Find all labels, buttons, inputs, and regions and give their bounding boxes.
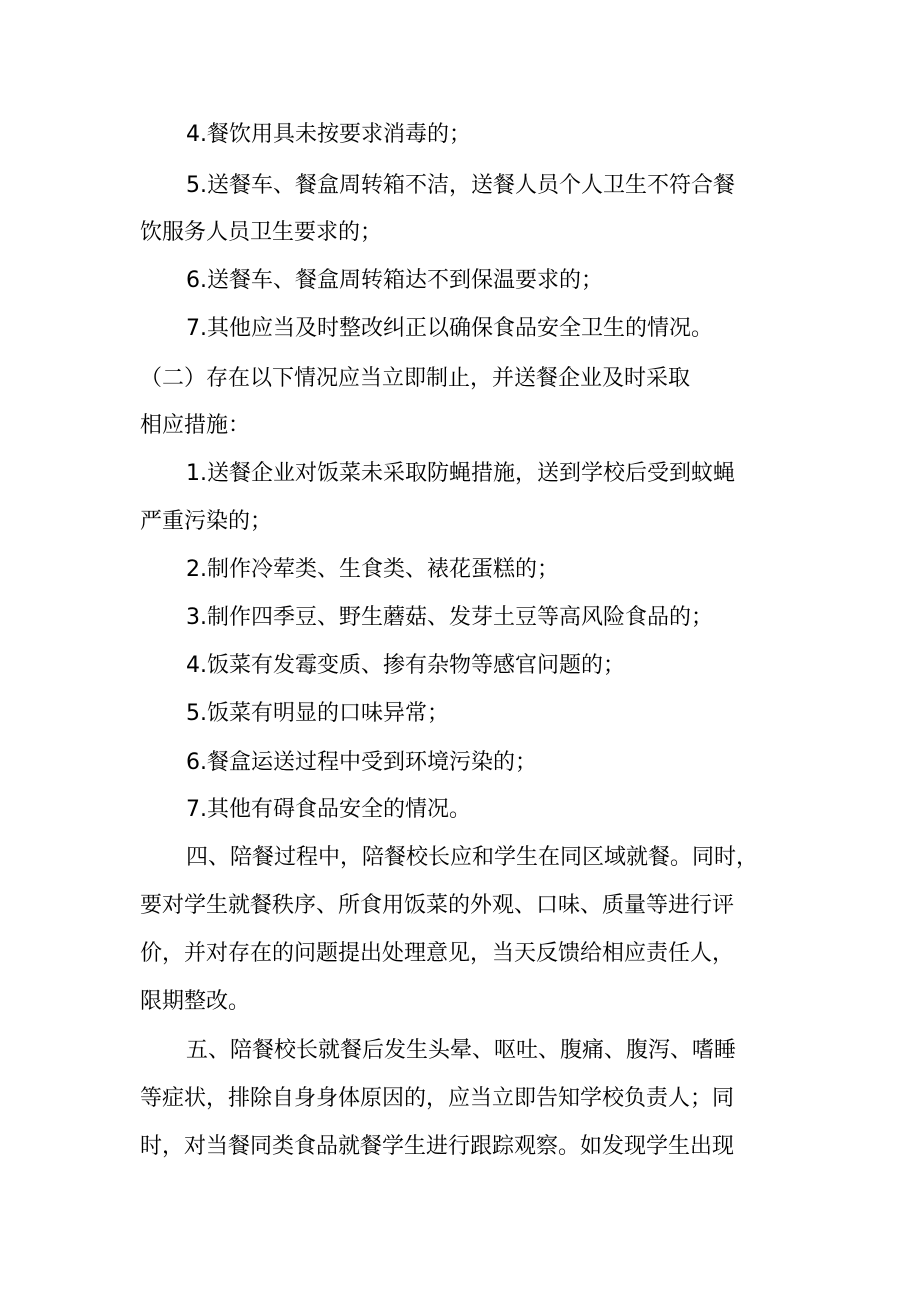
text-line: 4.餐饮用具未按要求消毒的； [186, 122, 471, 147]
text-line: 4.饭菜有发霉变质、掺有杂物等感官问题的； [186, 653, 625, 678]
text-line: 1.送餐企业对饭菜未采取防蝇措施，送到学校后受到蚊蝇 [186, 461, 735, 486]
text-line: 5.饭菜有明显的口味异常； [186, 701, 449, 726]
text-line: 3.制作四季豆、野生蘑菇、发芽土豆等高风险食品的； [186, 605, 713, 630]
text-line: 限期整改。 [140, 989, 251, 1014]
text-line: 四、陪餐过程中，陪餐校长应和学生在同区域就餐。同时， [186, 845, 759, 870]
text-line: 价，并对存在的问题提出处理意见，当天反馈给相应责任人， [140, 941, 735, 966]
text-line: 相应措施： [140, 413, 251, 438]
text-line: 严重污染的； [140, 509, 273, 534]
text-line: 7.其他有碍食品安全的情况。 [186, 797, 471, 822]
text-line: 等症状，排除自身身体原因的，应当立即告知学校负责人；同 [140, 1086, 735, 1111]
text-line: 要对学生就餐秩序、所食用饭菜的外观、口味、质量等进行评 [140, 893, 735, 918]
text-line: 5.送餐车、餐盒周转箱不洁，送餐人员个人卫生不符合餐 [186, 173, 735, 198]
text-line: 饮服务人员卫生要求的； [140, 220, 383, 245]
text-line: 6.餐盒运送过程中受到环境污染的； [186, 750, 537, 775]
text-line: 6.送餐车、餐盒周转箱达不到保温要求的； [186, 268, 603, 293]
text-line: 五、陪餐校长就餐后发生头晕、呕吐、腹痛、腹泻、嗜睡 [186, 1038, 737, 1063]
text-line: （二）存在以下情况应当立即制止，并送餐企业及时采取 [140, 366, 691, 391]
text-line: 7.其他应当及时整改纠正以确保食品安全卫生的情况。 [186, 316, 713, 341]
text-line: 2.制作冷荤类、生食类、裱花蛋糕的； [186, 557, 559, 582]
text-line: 时，对当餐同类食品就餐学生进行跟踪观察。如发现学生出现 [140, 1134, 735, 1159]
